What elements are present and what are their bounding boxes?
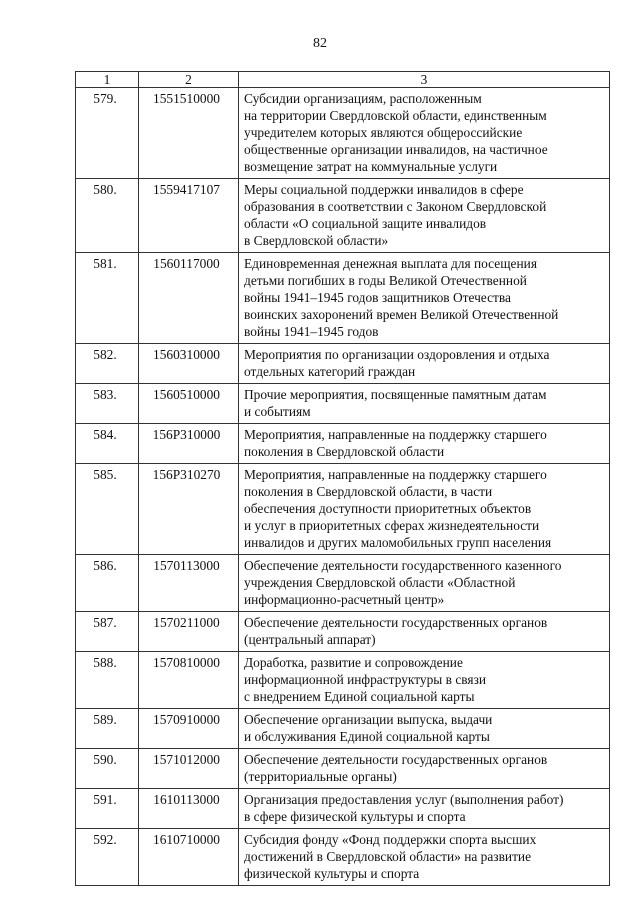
expense-description bbox=[239, 709, 610, 749]
description-line: (территориальные органы) bbox=[244, 769, 397, 784]
description-line: и обслуживания Единой социальной карты bbox=[244, 729, 490, 744]
row-number: 589. bbox=[76, 709, 139, 749]
table-body bbox=[76, 88, 610, 886]
table-row bbox=[76, 344, 610, 384]
row-number: 579. bbox=[76, 88, 139, 179]
description-line: (центральный аппарат) bbox=[244, 632, 376, 647]
description-line: и услуг в приоритетных сферах жизнедеятельности bbox=[244, 518, 540, 533]
description-line: Субсидия фонду «Фонд поддержки спорта высших bbox=[244, 832, 537, 847]
description-line: Мероприятия, направленные на поддержку старшего bbox=[244, 427, 547, 442]
table-row bbox=[76, 384, 610, 424]
row-number: 588. bbox=[76, 652, 139, 709]
description-line: физической культуры и спорта bbox=[244, 866, 420, 881]
description-line: войны 1941–1945 годов защитников Отечества bbox=[244, 290, 511, 305]
row-number: 592. bbox=[76, 829, 139, 886]
classification-code: 1570810000 bbox=[139, 652, 239, 709]
row-number: 585. bbox=[76, 464, 139, 555]
table-row bbox=[76, 555, 610, 612]
expense-description bbox=[239, 829, 610, 886]
description-line: обеспечения доступности приоритетных объектов bbox=[244, 501, 532, 516]
description-line: информационной инфраструктуры в связи bbox=[244, 672, 487, 687]
description-line: образования в соответствии с Законом Свердловской bbox=[244, 199, 547, 214]
description-line: Обеспечение деятельности государственных органов bbox=[244, 615, 548, 630]
expense-description bbox=[239, 88, 610, 179]
row-number: 580. bbox=[76, 179, 139, 253]
expense-description bbox=[239, 344, 610, 384]
classification-code: 1559417107 bbox=[139, 179, 239, 253]
description-line: в сфере физической культуры и спорта bbox=[244, 809, 466, 824]
description-line: информационно-расчетный центр» bbox=[244, 592, 445, 607]
description-line: Доработка, развитие и сопровождение bbox=[244, 655, 463, 670]
description-line: области «О социальной защите инвалидов bbox=[244, 216, 487, 231]
classification-code: 1571012000 bbox=[139, 749, 239, 789]
description-line: учредителем которых являются общероссийские bbox=[244, 125, 523, 140]
expense-description bbox=[239, 749, 610, 789]
expense-description bbox=[239, 424, 610, 464]
classification-code: 156P310000 bbox=[139, 424, 239, 464]
description-line: Субсидии организациям, расположенным bbox=[244, 91, 482, 106]
description-line: Мероприятия, направленные на поддержку старшего bbox=[244, 467, 547, 482]
description-line: поколения в Свердловской области bbox=[244, 444, 445, 459]
classification-code: 1560117000 bbox=[139, 253, 239, 344]
classification-code: 156P310270 bbox=[139, 464, 239, 555]
description-line: Обеспечение деятельности государственного казенного bbox=[244, 558, 562, 573]
description-line: поколения в Свердловской области, в части bbox=[244, 484, 493, 499]
table-row bbox=[76, 88, 610, 179]
classification-code: 1560310000 bbox=[139, 344, 239, 384]
column-header-code: 2 bbox=[139, 72, 239, 88]
description-line: учреждения Свердловской области «Областной bbox=[244, 575, 516, 590]
row-number: 584. bbox=[76, 424, 139, 464]
expense-description bbox=[239, 384, 610, 424]
table-row bbox=[76, 709, 610, 749]
page-number: 82 bbox=[313, 36, 327, 51]
expense-description bbox=[239, 612, 610, 652]
description-line: Единовременная денежная выплата для посещения bbox=[244, 256, 537, 271]
table-row bbox=[76, 789, 610, 829]
classification-code: 1610710000 bbox=[139, 829, 239, 886]
row-number: 591. bbox=[76, 789, 139, 829]
description-line: достижений в Свердловской области» на развитие bbox=[244, 849, 532, 864]
description-line: Обеспечение организации выпуска, выдачи bbox=[244, 712, 493, 727]
expense-description bbox=[239, 179, 610, 253]
budget-classification-table bbox=[75, 71, 610, 886]
description-line: возмещение затрат на коммунальные услуги bbox=[244, 159, 498, 174]
table-header-row bbox=[76, 72, 610, 88]
table-row bbox=[76, 652, 610, 709]
row-number: 581. bbox=[76, 253, 139, 344]
column-header-number: 1 bbox=[76, 72, 139, 88]
description-line: войны 1941–1945 годов bbox=[244, 324, 379, 339]
expense-description bbox=[239, 789, 610, 829]
classification-code: 1570910000 bbox=[139, 709, 239, 749]
description-line: и событиям bbox=[244, 404, 311, 419]
description-line: отдельных категорий граждан bbox=[244, 364, 416, 379]
row-number: 583. bbox=[76, 384, 139, 424]
description-line: на территории Свердловской области, единственным bbox=[244, 108, 547, 123]
classification-code: 1610113000 bbox=[139, 789, 239, 829]
row-number: 587. bbox=[76, 612, 139, 652]
table-row bbox=[76, 253, 610, 344]
table-row bbox=[76, 612, 610, 652]
expense-description bbox=[239, 253, 610, 344]
description-line: Мероприятия по организации оздоровления и отдыха bbox=[244, 347, 550, 362]
description-line: в Свердловской области» bbox=[244, 233, 389, 248]
row-number: 590. bbox=[76, 749, 139, 789]
row-number: 582. bbox=[76, 344, 139, 384]
expense-description bbox=[239, 555, 610, 612]
expense-description bbox=[239, 464, 610, 555]
classification-code: 1551510000 bbox=[139, 88, 239, 179]
description-line: инвалидов и других маломобильных групп населения bbox=[244, 535, 552, 550]
classification-code: 1570113000 bbox=[139, 555, 239, 612]
description-line: воинских захоронений времен Великой Отечественной bbox=[244, 307, 559, 322]
expense-description bbox=[239, 652, 610, 709]
table-row bbox=[76, 179, 610, 253]
classification-code: 1560510000 bbox=[139, 384, 239, 424]
description-line: Прочие мероприятия, посвященные памятным датам bbox=[244, 387, 547, 402]
description-line: Меры социальной поддержки инвалидов в сфере bbox=[244, 182, 524, 197]
description-line: общественные организации инвалидов, на частичное bbox=[244, 142, 548, 157]
table-row bbox=[76, 749, 610, 789]
row-number: 586. bbox=[76, 555, 139, 612]
description-line: Организация предоставления услуг (выполнения работ) bbox=[244, 792, 564, 807]
classification-code: 1570211000 bbox=[139, 612, 239, 652]
description-line: Обеспечение деятельности государственных органов bbox=[244, 752, 548, 767]
table-row bbox=[76, 424, 610, 464]
table-row bbox=[76, 464, 610, 555]
column-header-description: 3 bbox=[239, 72, 610, 88]
description-line: с внедрением Единой социальной карты bbox=[244, 689, 475, 704]
table-row bbox=[76, 829, 610, 886]
description-line: детьми погибших в годы Великой Отечественной bbox=[244, 273, 527, 288]
